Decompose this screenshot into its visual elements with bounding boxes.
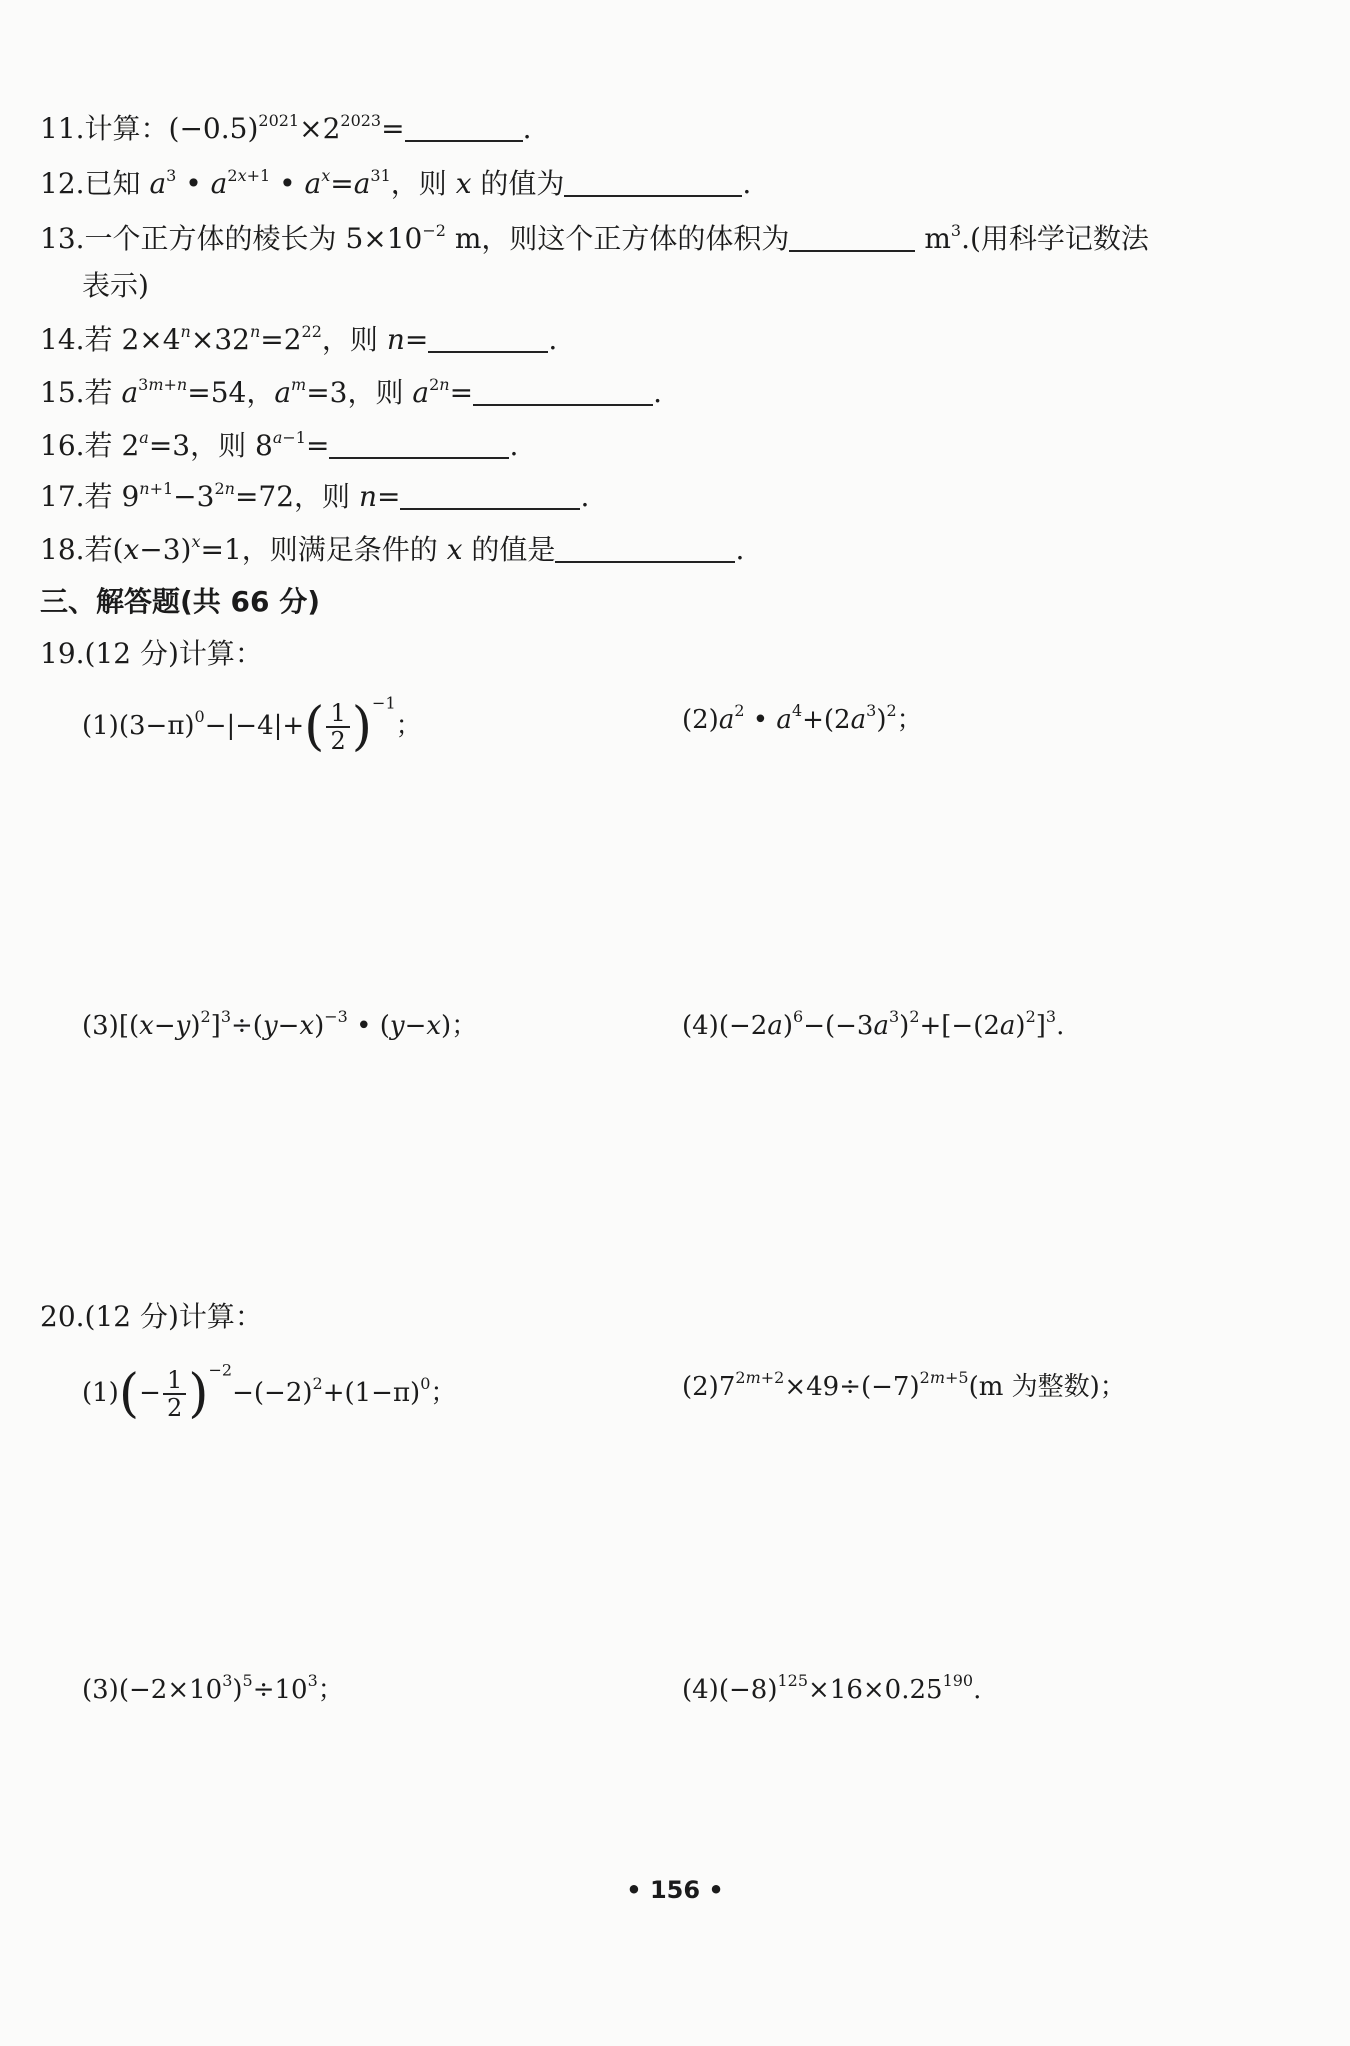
question-12: 12.已知 $a^3$ • $a^{2x+1}$ • $a^x=a^{31}$，则 x 的值为 .: [40, 166, 752, 200]
question-19-part-3: $(3)[(x-y)^2]^3\div(y-x)^{-3}$ • (y−x)；: [82, 1007, 478, 1041]
question-20-title: 20.(12 分)计算：: [40, 1300, 263, 1333]
question-13: 13.一个正方体的棱长为 $5\times 10^{-2}$ m，则这个正方体的体积为 $m^3$.(用科学记数法: [40, 221, 1149, 255]
page-number: • 156 •: [626, 1876, 724, 1904]
question-17: 17.若 $9^{n+1}-3^{2n}=72$，则 n= .: [40, 479, 590, 513]
question-19-part-1: $(1)(3-\pi)^0-|-4|+$( $\frac{1}{2}$ )$^{-1}$；: [82, 693, 422, 757]
question-19-title: 19.(12 分)计算：: [40, 637, 263, 670]
answer-blank-13[interactable]: [789, 224, 915, 252]
question-19-part-2: $(2)a^2$ • $a^4+(2a^3)^2$；: [682, 701, 923, 735]
question-13-continuation: 表示): [82, 269, 149, 302]
question-11: 11.计算：$(-0.5)^{2021}\times 2^{2023}=$ .: [40, 111, 532, 145]
answer-blank-17[interactable]: [400, 482, 580, 510]
question-15: 15.若 $a^{3m+n}=54$，$a^m=3$，则 $a^{2n}=$ .: [40, 375, 662, 409]
question-18: 18.若$(x-3)^x=1$，则满足条件的 x 的值是 .: [40, 532, 745, 566]
question-20-part-3: $(3)(-2\times 10^3)^5\div 10^3$；: [82, 1671, 344, 1705]
answer-blank-12[interactable]: [564, 169, 742, 197]
question-20-part-4: $(4)(-8)^{125}\times 16\times 0.25^{190}$.: [682, 1671, 982, 1705]
answer-blank-15[interactable]: [473, 378, 653, 406]
section-title: 三、解答题(共 66 分): [40, 585, 321, 618]
answer-blank-11[interactable]: [405, 114, 523, 142]
question-20-part-2: $(2)7^{2m+2}\times 49\div(-7)^{2m+5}(m$ 为整数)；: [682, 1368, 1126, 1402]
answer-blank-16[interactable]: [329, 431, 509, 459]
question-19-part-4: $(4)(-2a)^6-(-3a^3)^2+[-(2a)^2]^3$.: [682, 1007, 1065, 1041]
question-14: 14.若 $2\times 4^n\times 32^n=2^{22}$，则 n= .: [40, 322, 558, 356]
question-16: 16.若 $2^a=3$，则 $8^{a-1}=$ .: [40, 428, 519, 462]
fraction-one-half-negative: $\frac{1}{2}$: [163, 1367, 186, 1421]
answer-blank-18[interactable]: [555, 535, 735, 563]
answer-blank-14[interactable]: [428, 325, 548, 353]
question-20-part-1: (1)(− $\frac{1}{2}$ )$^{-2}-(-2)^2+(1-\pi)^0$；: [82, 1360, 457, 1424]
fraction-one-half: $\frac{1}{2}$: [326, 700, 349, 754]
